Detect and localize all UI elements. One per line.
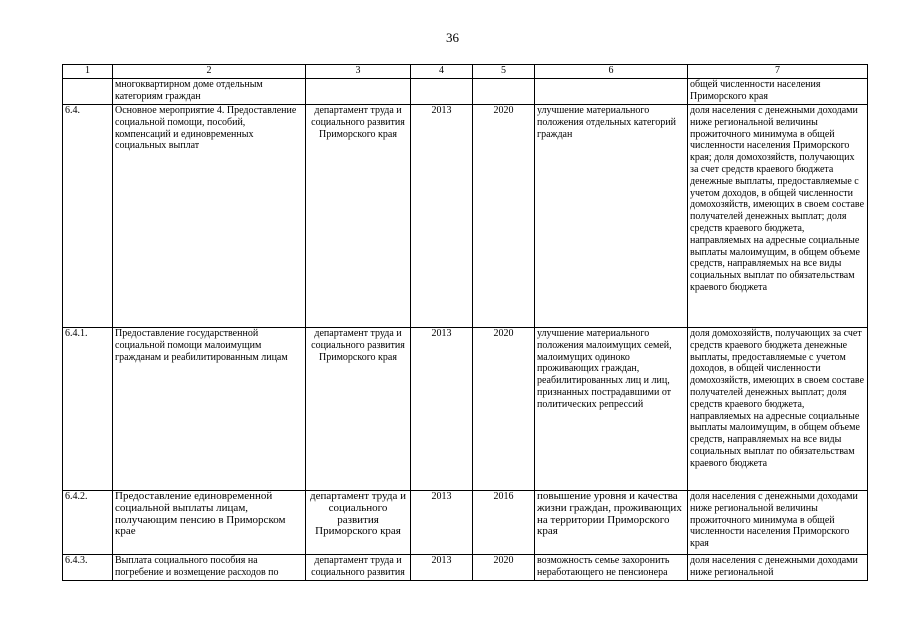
- end-year: [473, 79, 535, 105]
- activity-name: Выплата социального пособия на погребение и возмещение расходов по: [113, 555, 306, 581]
- executor: департамент труда и социального развития Приморского края: [306, 491, 411, 555]
- indicator: доля населения с денежными доходами ниже региональной: [688, 555, 868, 581]
- start-year: 2013: [411, 491, 473, 555]
- indicator: общей численности населения Приморского края: [688, 79, 868, 105]
- start-year: 2013: [411, 555, 473, 581]
- expected-result: повышение уровня и качества жизни граждан, проживающих на территории Приморского края: [535, 491, 688, 555]
- table-row: [63, 79, 868, 105]
- indicator: доля населения с денежными доходами ниже региональной величины прожиточного минимума в общей численности населения Приморского края: [688, 491, 868, 555]
- executor: департамент труда и социального развития Приморского края: [306, 328, 411, 491]
- activity-name: многоквартирном доме отдельным категориям граждан: [113, 79, 306, 105]
- expected-result: возможность семье захоронить неработающего не пенсионера: [535, 555, 688, 581]
- column-header: 4: [411, 65, 473, 79]
- expected-result: [535, 79, 688, 105]
- column-header: 5: [473, 65, 535, 79]
- page-number: 36: [446, 30, 459, 45]
- table-row: [63, 555, 868, 581]
- column-header: 2: [113, 65, 306, 79]
- expected-result: улучшение материального положения малоимущих семей, малоимущих одиноко проживающих граждан, реабилитированных лиц и лиц, признанных пострадавшими от политических репрессий: [535, 328, 688, 491]
- start-year: 2013: [411, 105, 473, 328]
- header-row: [63, 65, 868, 79]
- activity-name: Предоставление единовременной социальной выплаты лицам, получающим пенсию в Приморском крае: [113, 491, 306, 555]
- table-row: [63, 328, 868, 491]
- executor: департамент труда и социального развития Приморского края: [306, 105, 411, 328]
- end-year: 2020: [473, 555, 535, 581]
- table-row: [63, 105, 868, 328]
- indicator: доля домохозяйств, получающих за счет средств краевого бюджета денежные выплаты, предоставляемые с учетом доходов, в общей численности домохозяйств, имеющих в своем составе получателей денежных выплат; доля средств краевого бюджета, направляемых на адресные социальные выплаты малоимущим, в общем объеме средств, направляемых на все виды социальных выплат по обязательствам краевого бюджета: [688, 328, 868, 491]
- column-header: 3: [306, 65, 411, 79]
- program-table: [62, 64, 868, 581]
- end-year: 2016: [473, 491, 535, 555]
- activity-name: Предоставление государственной социальной помощи малоимущим гражданам и реабилитированным лицам: [113, 328, 306, 491]
- row-number: 6.4.2.: [63, 491, 113, 555]
- start-year: [411, 79, 473, 105]
- row-number: [63, 79, 113, 105]
- column-header: 1: [63, 65, 113, 79]
- row-number: 6.4.3.: [63, 555, 113, 581]
- expected-result: улучшение материального положения отдельных категорий граждан: [535, 105, 688, 328]
- table-row: [63, 491, 868, 555]
- indicator: доля населения с денежными доходами ниже региональной величины прожиточного минимума в общей численности населения Приморского края; доля домохозяйств, получающих за счет средств краевого бюджета денежные выплаты, предоставляемые с учетом доходов, в общей численности домохозяйств, имеющих в своем составе получателей денежных выплат; доля средств краевого бюджета, направляемых на адресные социальные выплаты малоимущим, в общем объеме средств, направляемых на все виды социальных выплат по обязательствам краевого бюджета: [688, 105, 868, 328]
- row-number: 6.4.: [63, 105, 113, 328]
- executor: департамент труда и социального развития: [306, 555, 411, 581]
- end-year: 2020: [473, 328, 535, 491]
- start-year: 2013: [411, 328, 473, 491]
- end-year: 2020: [473, 105, 535, 328]
- executor: [306, 79, 411, 105]
- row-number: 6.4.1.: [63, 328, 113, 491]
- activity-name: Основное мероприятие 4. Предоставление социальной помощи, пособий, компенсаций и единовременных социальных выплат: [113, 105, 306, 328]
- column-header: 7: [688, 65, 868, 79]
- column-header: 6: [535, 65, 688, 79]
